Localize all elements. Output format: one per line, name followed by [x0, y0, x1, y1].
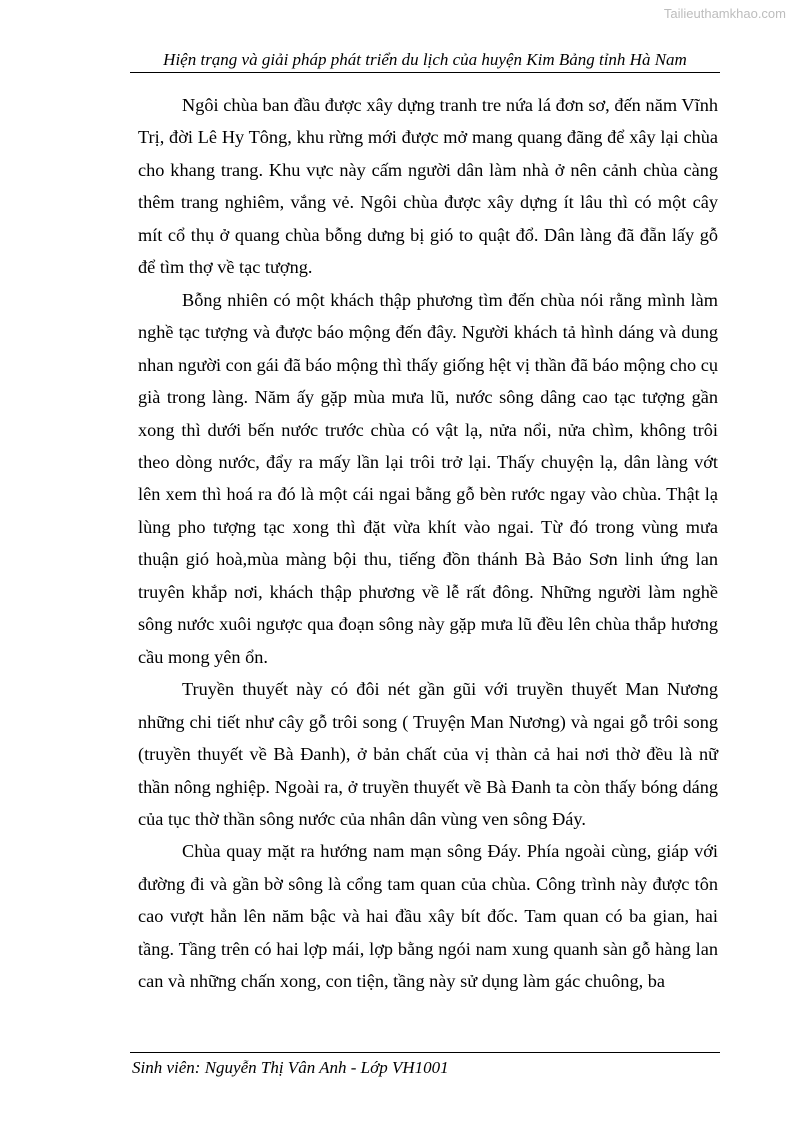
paragraph-4: Chùa quay mặt ra hướng nam mạn sông Đáy. Phía ngoài cùng, giáp với đường đi và gần bờ sông là cổng tam quan của chùa. Công trình này được tôn cao vượt hẳn lên năm bậc và hai đầu xây bít đốc. Tam quan có ba gian, hai tầng. Tầng trên có hai lợp mái, lợp bằng ngói nam xung quanh sàn gỗ hàng lan can và những chấn xong, con tiện, tầng này sử dụng làm gác chuông, ba [138, 841, 718, 992]
watermark-text: Tailieuthamkhao.com [663, 6, 786, 21]
paragraph-2: Bỗng nhiên có một khách thập phương tìm đến chùa nói rằng mình làm nghề tạc tượng và được báo mộng đến đây. Người khách tả hình dáng và dung nhan người con gái đã báo mộng thì thấy giống hệt vị thần đã báo mộng cho cụ già trong làng. Năm ấy gặp mùa mưa lũ, nước sông dâng cao tạc tượng gần xong thì dưới bến nước trước chùa có vật lạ, nửa nổi, nửa chìm, không trôi theo dòng nước, đẩy ra mấy lần lại trôi trở lại. Thấy chuyện lạ, dân làng vớt lên xem thì hoá ra đó là một cái ngai bằng gỗ bèn rước ngay vào chùa. Thật lạ lùng pho tượng tạc xong thì đặt vừa khít vào ngai. Từ đó trong vùng mưa thuận gió hoà,mùa màng bội thu, tiếng đồn thánh Bà Bảo Sơn linh ứng lan truyên khắp nơi, khách thập phương về lễ rất đông. Những người làm nghề sông nước xuôi ngược qua đoạn sông này gặp mưa lũ đều lên chùa thắp hương cầu mong yên ổn. [138, 289, 718, 667]
paragraph-3: Truyền thuyết này có đôi nét gần gũi với truyền thuyết Man Nương những chi tiết như cây gỗ trôi song ( Truyện Man Nương) và ngai gỗ trôi song (truyền thuyết về Bà Đanh), ở bản chất của vị thàn cả hai nơi thờ đều là nữ thần nông nghiệp. Ngoài ra, ở truyền thuyết về Bà Đanh ta còn thấy bóng dáng của tục thờ thần sông nước của nhân dân vùng ven sông Đáy. [138, 679, 718, 829]
document-body [138, 89, 718, 998]
header-divider [130, 72, 720, 73]
page-footer: Sinh viên: Nguyễn Thị Vân Anh - Lớp VH1001 [132, 1058, 449, 1077]
footer-divider [130, 1052, 720, 1053]
page-header: Hiện trạng và giải pháp phát triển du lịch của huyện Kim Bảng tỉnh Hà Nam [163, 50, 687, 69]
paragraph-1: Ngôi chùa ban đầu được xây dựng tranh tre nứa lá đơn sơ, đến năm Vĩnh Trị, đời Lê Hy Tông, khu rừng mới được mở mang quang đãng để xây lại chùa cho khang trang. Khu vực này cấm người dân làm nhà ở nên cảnh chùa càng thêm trang nghiêm, vắng vẻ. Ngôi chùa được xây dựng ít lâu thì có một cây mít cổ thụ ở quang chùa bỗng dưng bị gió to quật đổ. Dân làng đã đẵn lấy gỗ để tìm thợ về tạc tượng. [138, 95, 718, 278]
